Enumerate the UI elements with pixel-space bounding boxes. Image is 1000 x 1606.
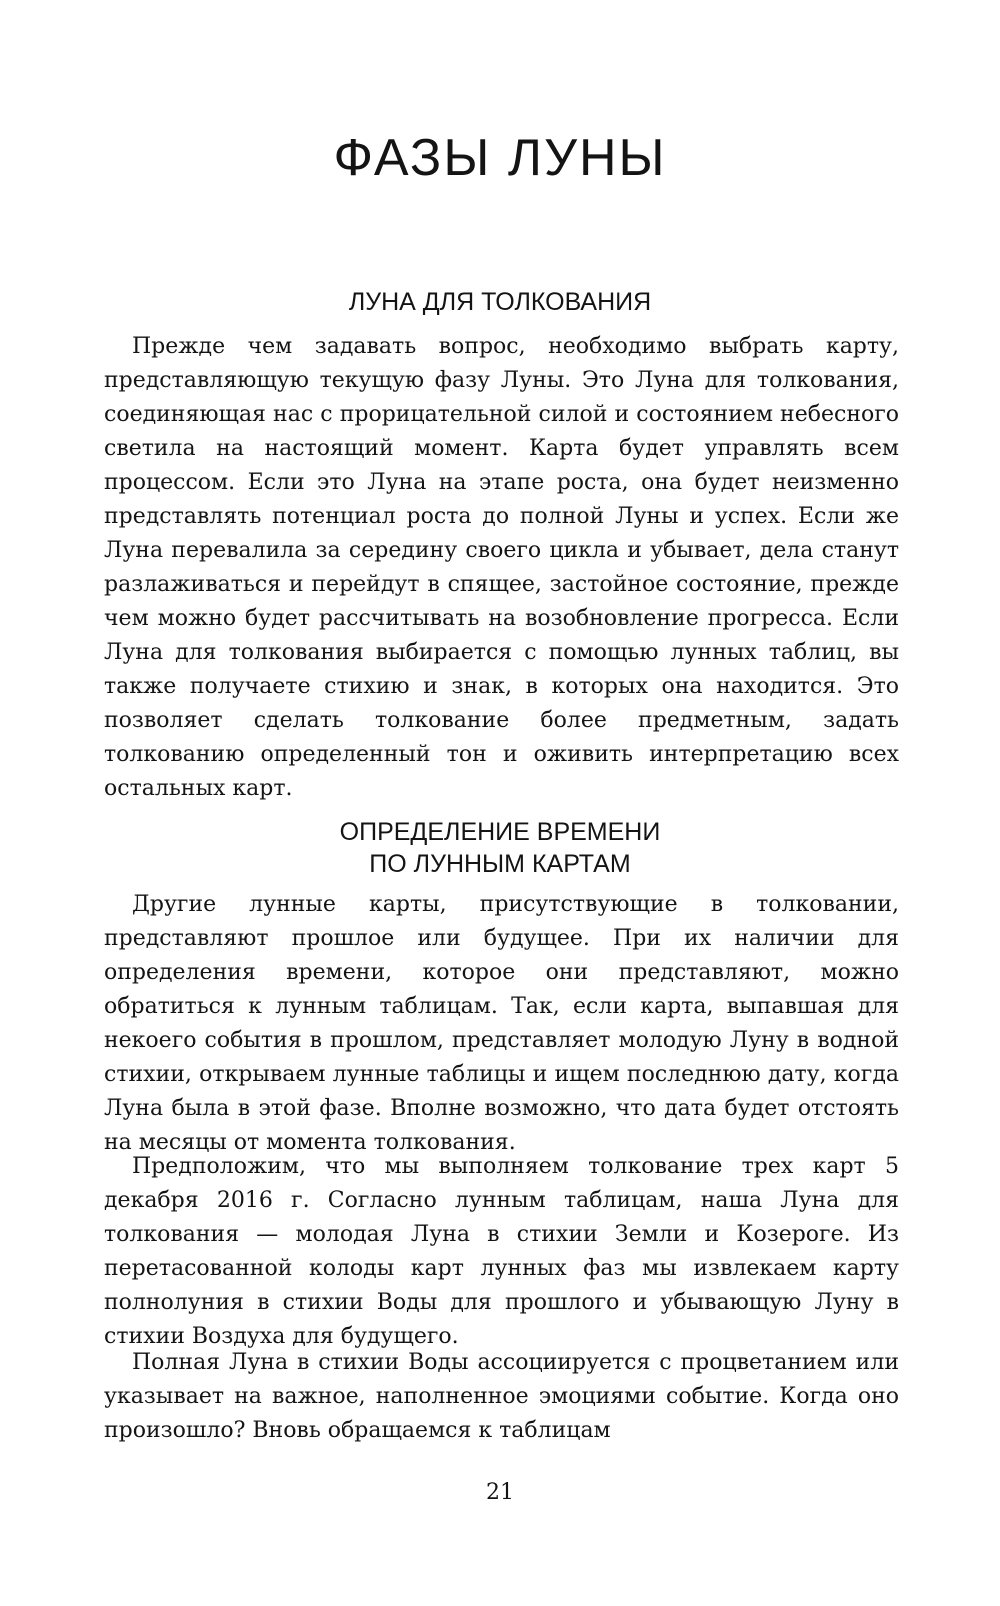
paragraph-moon-reading: Прежде чем задавать вопрос, необходимо выбрать карту, представляющую текущую фазу Луны. Это Луна для толкования, соединяющая нас с прорицательной силой и состоянием небесного светила на настоящий момент. Карта будет управлять всем процессом. Если это Луна на этапе роста, она будет неизменно представлять потенциал роста до полной Луны и успех. Если же Луна перевалила за середину своего цикла и убывает, дела станут разлаживаться и перейдут в спящее, застойное состояние, прежде чем можно будет рассчитывать на возобновление прогресса. Если Луна для толкования выбирается с помощью лунных таблиц, вы также получаете стихию и знак, в которых она находится. Это позволяет сделать толкование более предметным, задать толкованию определенный тон и оживить интерпретацию всех остальных карт. <box>104 334 899 801</box>
section-heading-timing-line2: ПО ЛУННЫМ КАРТАМ <box>369 850 631 878</box>
section-heading-timing-line1: ОПРЕДЕЛЕНИЕ ВРЕМЕНИ <box>339 818 661 846</box>
paragraph-timing-2: Предположим, что мы выполняем толкование трех карт 5 декабря 2016 г. Согласно лунным таблицам, наша Луна для толкования — молодая Луна в стихии Земли и Козероге. Из перетасованной колоды карт лунных фаз мы извлекаем карту полнолуния в стихии Воды для прошлого и убывающую Луну в стихии Воздуха для будущего. <box>104 1154 899 1349</box>
paragraph-timing-3: Полная Луна в стихии Воды ассоциируется с процветанием или указывает на важное, наполненное эмоциями событие. Когда оно произошло? Вновь обращаемся к таблицам <box>104 1350 899 1443</box>
page-number: 21 <box>486 1480 514 1505</box>
paragraph-timing-1: Другие лунные карты, присутствующие в толковании, представляют прошлое или будущее. При их наличии для определения времени, которое они представляют, можно обратиться к лунным таблицам. Так, если карта, выпавшая для некоего события в прошлом, представляет молодую Луну в водной стихии, открываем лунные таблицы и ищем последнюю дату, когда Луна была в этой фазе. Вполне возможно, что дата будет отстоять на месяцы от момента толкования. <box>104 892 899 1155</box>
chapter-title: ФАЗЫ ЛУНЫ <box>333 129 667 187</box>
section-heading-moon-reading: ЛУНА ДЛЯ ТОЛКОВАНИЯ <box>348 288 652 316</box>
